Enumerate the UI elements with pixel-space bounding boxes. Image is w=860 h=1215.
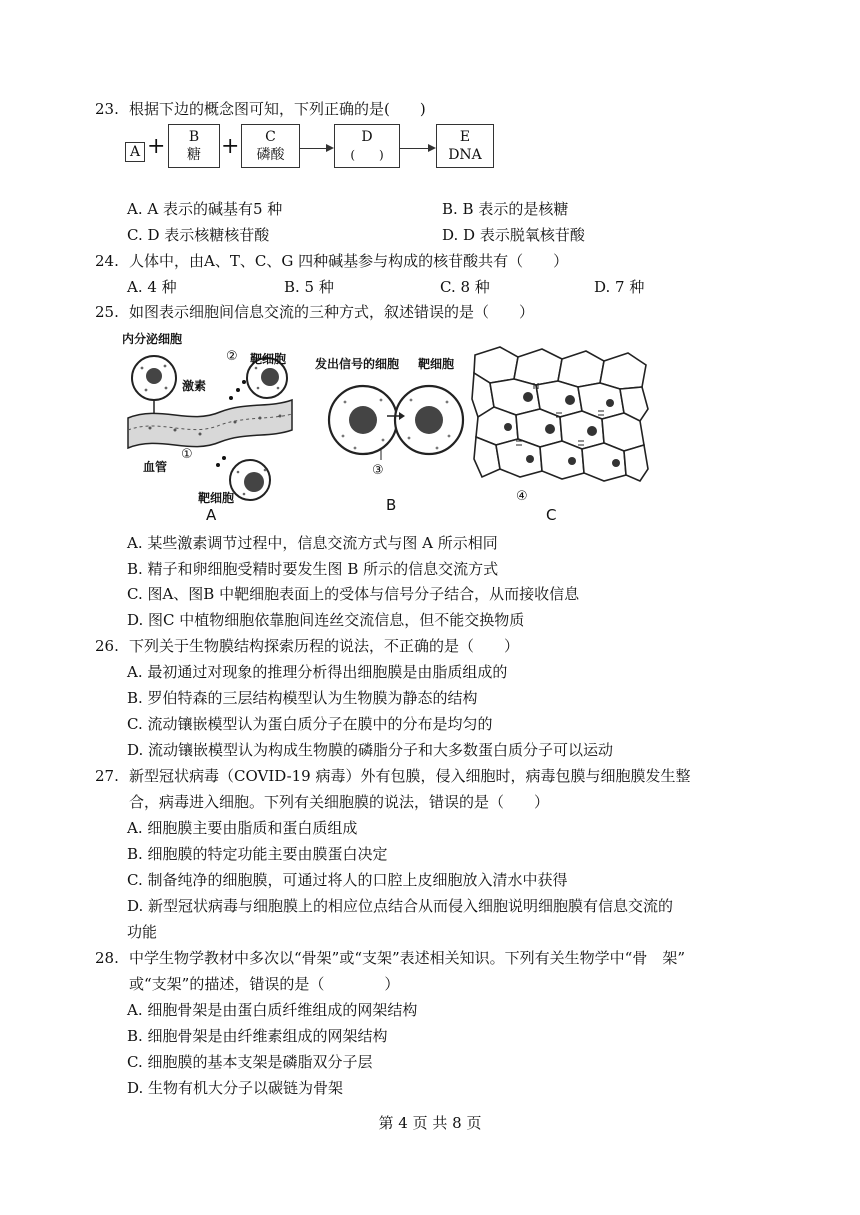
- q25-figure-c: [470, 345, 650, 500]
- q26-option-d: D. 流动镶嵌模型认为构成生物膜的磷脂分子和大多数蛋白质分子可以运动: [127, 741, 614, 759]
- q27-option-c: C. 制备纯净的细胞膜，可通过将人的口腔上皮细胞放入清水中获得: [127, 871, 568, 889]
- diagram-plus-2: +: [221, 134, 240, 159]
- q24-stem: 人体中，由A、T、C、G 四种碱基参与构成的核苷酸共有（ ）: [129, 252, 569, 270]
- q28-option-d: D. 生物有机大分子以碳链为骨架: [127, 1079, 344, 1097]
- q27-stem-line-1: [95, 765, 691, 786]
- fig-b-sender-label: 发出信号的细胞: [315, 357, 400, 371]
- q26-option-c: C. 流动镶嵌模型认为蛋白质分子在膜中的分布是均匀的: [127, 715, 493, 733]
- fig-a-letter: A: [206, 506, 217, 524]
- q26-option-a: A. 最初通过对现象的推理分析得出细胞膜是由脂质组成的: [127, 663, 508, 681]
- q26-stem: 下列关于生物膜结构探索历程的说法，不正确的是（ ）: [129, 637, 520, 655]
- q25-option-c: C. 图A、图B 中靶细胞表面上的受体与信号分子结合，从而接收信息: [127, 585, 580, 603]
- diagram-arrow-2: [400, 148, 434, 149]
- q27-stem-1: 新型冠状病毒（COVID-19 病毒）外有包膜，侵入细胞时，病毒包膜与细胞膜发生整: [129, 767, 691, 785]
- page-footer: 第 4 页 共 8 页: [378, 1114, 482, 1132]
- q25-figure-b: [325, 370, 465, 480]
- q28-stem-2: 或“支架”的描述，错误的是（ ）: [129, 975, 400, 993]
- fig-a-endocrine-label: 内分泌细胞: [122, 332, 183, 346]
- fig-a-target-label-2: 靶细胞: [198, 491, 235, 505]
- diagram-arrow-1: [300, 148, 332, 149]
- q23-option-c: C. D 表示核糖核苷酸: [127, 226, 270, 244]
- q25-option-b: B. 精子和卵细胞受精时要发生图 B 所示的信息交流方式: [127, 560, 499, 578]
- q23-option-d: D. D 表示脱氧核苷酸: [442, 226, 585, 244]
- q28-stem-1: 中学生物学教材中多次以“骨架”或“支架”表述相关知识。下列有关生物学中“骨 架”: [129, 949, 686, 967]
- q26-number: 26.: [95, 637, 119, 655]
- q28-option-c: C. 细胞膜的基本支架是磷脂双分子层: [127, 1053, 373, 1071]
- fig-a-circle-1: ①: [181, 447, 193, 462]
- q23-option-a: A. A 表示的碱基有5 种: [127, 200, 283, 218]
- diagram-box-d: D ( ): [334, 124, 400, 168]
- q23-number: 23.: [95, 100, 119, 118]
- q25-option-a: A. 某些激素调节过程中，信息交流方式与图 A 所示相同: [127, 534, 498, 552]
- diagram-plus-1: +: [147, 134, 166, 159]
- q24-stem-line: [95, 250, 568, 271]
- fig-b-target-label: 靶细胞: [418, 357, 455, 371]
- q28-option-a: A. 细胞骨架是由蛋白质纤维组成的网架结构: [127, 1001, 418, 1019]
- q25-number: 25.: [95, 303, 119, 321]
- q28-number: 28.: [95, 949, 119, 967]
- fig-b-circle-3: ③: [372, 463, 384, 478]
- q25-stem: 如图表示细胞间信息交流的三种方式，叙述错误的是（ ）: [129, 303, 535, 321]
- q24-option-c: C. 8 种: [440, 278, 490, 296]
- q27-stem-2: 合，病毒进入细胞。下列有关细胞膜的说法，错误的是（ ）: [129, 793, 550, 811]
- fig-c-circle-4: ④: [516, 489, 528, 504]
- fig-a-vessel-label: 血管: [143, 460, 168, 474]
- diagram-box-e: E DNA: [436, 124, 494, 168]
- q27-option-a: A. 细胞膜主要由脂质和蛋白质组成: [127, 819, 358, 837]
- diagram-box-b: B 糖: [168, 124, 220, 168]
- q27-option-d-line-1: D. 新型冠状病毒与细胞膜上的相应位点结合从而侵入细胞说明细胞膜有信息交流的: [127, 897, 674, 915]
- q24-option-d: D. 7 种: [594, 278, 645, 296]
- q27-number: 27.: [95, 767, 119, 785]
- q27-option-d-line-2: 功能: [127, 923, 158, 941]
- q24-number: 24.: [95, 252, 119, 270]
- diagram-box-c: C 磷酸: [241, 124, 300, 168]
- q23-stem: 根据下边的概念图可知，下列正确的是( ): [129, 100, 426, 118]
- fig-a-target-label-1: 靶细胞: [250, 352, 287, 366]
- q23-stem-line: [95, 98, 426, 119]
- fig-c-letter: C: [546, 506, 557, 524]
- fig-a-circle-2: ②: [226, 349, 238, 364]
- q25-stem-line: [95, 301, 534, 322]
- q24-option-b: B. 5 种: [284, 278, 334, 296]
- q26-option-b: B. 罗伯特森的三层结构模型认为生物膜为静态的结构: [127, 689, 478, 707]
- q27-option-b: B. 细胞膜的特定功能主要由膜蛋白决定: [127, 845, 388, 863]
- q23-option-b: B. B 表示的是核糖: [442, 200, 569, 218]
- diagram-box-a: A: [125, 142, 145, 162]
- fig-b-letter: B: [386, 496, 397, 514]
- q28-option-b: B. 细胞骨架是由纤维素组成的网架结构: [127, 1027, 388, 1045]
- q25-option-d: D. 图C 中植物细胞依靠胞间连丝交流信息，但不能交换物质: [127, 611, 525, 629]
- fig-a-hormone-label: 激素: [182, 379, 207, 393]
- q26-stem-line: [95, 635, 519, 656]
- q24-option-a: A. 4 种: [127, 278, 177, 296]
- q28-stem-line-1: [95, 947, 685, 968]
